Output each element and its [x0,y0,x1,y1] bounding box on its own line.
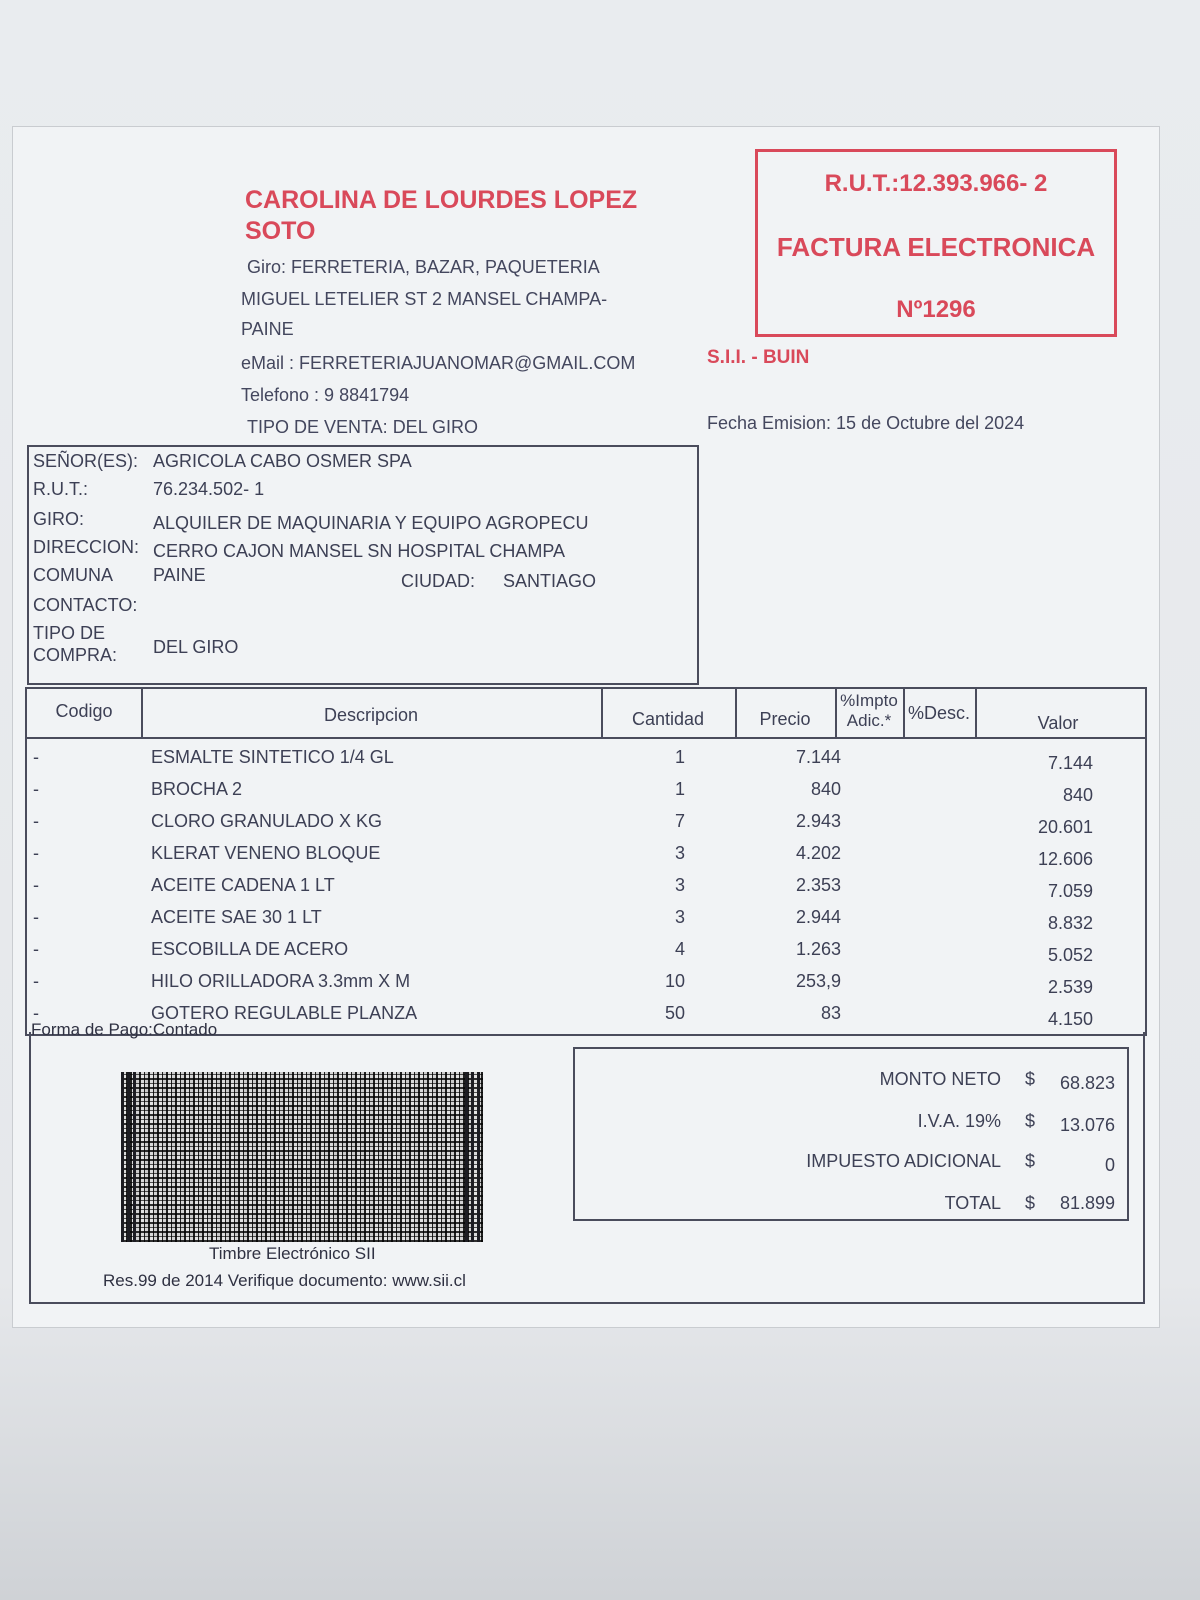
row-price: 4.202 [795,843,841,863]
client-giro-label: GIRO: [33,509,85,529]
timbre-barcode [121,1072,483,1242]
row-qty: 3 [674,907,685,927]
row-price: 1.263 [795,939,841,959]
row-desc: ACEITE CADENA 1 LT [151,875,335,895]
row-value: 840 [1062,785,1093,805]
payment-method: Forma de Pago:Contado [31,1020,218,1039]
client-contacto-label: CONTACTO: [33,595,138,615]
row-code: - [33,811,39,831]
client-box [27,445,699,685]
row-price: 2.353 [795,875,841,895]
issuer-name: CAROLINA DE LOURDES LOPEZ SOTO [245,186,638,245]
issuer-email: eMail : FERRETERIAJUANOMAR@GMAIL.COM [241,353,636,373]
header-precio: Precio [759,709,811,729]
total-adicional-row [575,1151,1127,1181]
row-qty: 1 [674,747,685,767]
total-amount: 81.899 [1059,1193,1115,1213]
client-tipo-compra-label-1: TIPO DE [33,623,106,643]
neto-amount: 68.823 [1059,1073,1115,1093]
table-header-divider [27,737,1145,739]
timbre-resolution: Res.99 de 2014 Verifique documento: www.sii.cl [103,1271,466,1290]
row-value: 7.144 [1047,753,1093,773]
row-code: - [33,971,39,991]
client-direccion: CERRO CAJON MANSEL SN HOSPITAL CHAMPA [153,541,566,561]
header-impto-line2: Adic.* [846,711,892,730]
total-label: TOTAL [944,1193,1001,1213]
header-codigo: Codigo [55,701,113,721]
items-table [25,687,1147,1036]
row-value: 5.052 [1047,945,1093,965]
row-qty: 4 [674,939,685,959]
row-desc: CLORO GRANULADO X KG [151,811,383,831]
header-impto [835,691,903,731]
invoice-sheet [12,126,1160,1328]
issue-date: Fecha Emision: 15 de Octubre del 2024 [707,413,1025,433]
row-value: 4.150 [1047,1009,1093,1029]
currency-symbol: $ [1024,1193,1035,1213]
header-valor: Valor [1037,713,1079,733]
client-giro: ALQUILER DE MAQUINARIA Y EQUIPO AGROPECU [153,513,589,533]
header-impto-line1: %Impto [840,691,898,710]
client-direccion-label: DIRECCION: [33,537,140,557]
row-price: 7.144 [795,747,841,767]
row-value: 12.606 [1037,849,1093,869]
client-rut: 76.234.502- 1 [153,479,265,499]
row-code: - [33,939,39,959]
table-row [27,743,1145,775]
row-code: - [33,1003,39,1023]
issuer-sale-type: TIPO DE VENTA: DEL GIRO [247,417,479,437]
row-value: 2.539 [1047,977,1093,997]
row-code: - [33,907,39,927]
client-senor: AGRICOLA CABO OSMER SPA [153,451,412,471]
issuer-address-1: MIGUEL LETELIER ST 2 MANSEL CHAMPA- [241,289,608,309]
row-desc: GOTERO REGULABLE PLANZA [151,1003,418,1023]
table-row [27,775,1145,807]
row-price: 83 [820,1003,841,1023]
client-tipo-compra: DEL GIRO [153,637,239,657]
table-row [27,871,1145,903]
total-row [575,1193,1127,1223]
client-senor-label: SEÑOR(ES): [33,451,139,471]
timbre-caption: Timbre Electrónico SII [209,1244,376,1263]
currency-symbol: $ [1024,1151,1035,1171]
row-value: 8.832 [1047,913,1093,933]
document-number: Nº1296 [896,296,976,323]
table-row [27,839,1145,871]
currency-symbol: $ [1024,1111,1035,1131]
client-rut-label: R.U.T.: [33,479,89,499]
row-code: - [33,747,39,767]
row-desc: ESCOBILLA DE ACERO [151,939,349,959]
client-ciudad-label: CIUDAD: [401,571,476,591]
header-descripcion: Descripcion [323,705,419,725]
row-desc: ACEITE SAE 30 1 LT [151,907,322,927]
issuer-giro: Giro: FERRETERIA, BAZAR, PAQUETERIA [247,257,600,277]
row-code: - [33,843,39,863]
row-code: - [33,875,39,895]
row-qty: 1 [674,779,685,799]
header-desc: %Desc. [907,703,970,723]
adicional-label: IMPUESTO ADICIONAL [806,1151,1001,1171]
row-qty: 7 [674,811,685,831]
document-rut: R.U.T.:12.393.966- 2 [824,170,1048,197]
table-row [27,903,1145,935]
client-tipo-compra-label-2: COMPRA: [33,645,118,665]
header-cantidad: Cantidad [631,709,705,729]
document-type: FACTURA ELECTRONICA [776,232,1096,262]
total-iva-row [575,1111,1127,1141]
client-comuna-label: COMUNA [33,565,113,585]
row-desc: BROCHA 2 [151,779,243,799]
issuer-address-2: PAINE [241,319,294,339]
row-price: 2.943 [795,811,841,831]
row-value: 7.059 [1047,881,1093,901]
row-qty: 50 [664,1003,685,1023]
total-neto-row [575,1069,1127,1099]
row-qty: 10 [664,971,685,991]
table-row [27,935,1145,967]
row-qty: 3 [674,843,685,863]
row-price: 253,9 [795,971,841,991]
row-desc: ESMALTE SINTETICO 1/4 GL [151,747,394,767]
currency-symbol: $ [1024,1069,1035,1089]
row-price: 840 [810,779,841,799]
row-desc: HILO ORILLADORA 3.3mm X M [151,971,411,991]
document-id-box [755,149,1117,337]
iva-amount: 13.076 [1059,1115,1115,1135]
table-row [27,967,1145,999]
iva-label: I.V.A. 19% [917,1111,1001,1131]
totals-box [573,1047,1129,1221]
neto-label: MONTO NETO [879,1069,1001,1089]
row-code: - [33,779,39,799]
sii-office: S.I.I. - BUIN [707,347,810,368]
client-ciudad: SANTIAGO [503,571,597,591]
row-desc: KLERAT VENENO BLOQUE [151,843,381,863]
row-qty: 3 [674,875,685,895]
row-price: 2.944 [795,907,841,927]
adicional-amount: 0 [1104,1155,1115,1175]
table-row [27,807,1145,839]
client-comuna: PAINE [153,565,206,585]
issuer-phone: Telefono : 9 8841794 [241,385,410,405]
row-value: 20.601 [1037,817,1093,837]
